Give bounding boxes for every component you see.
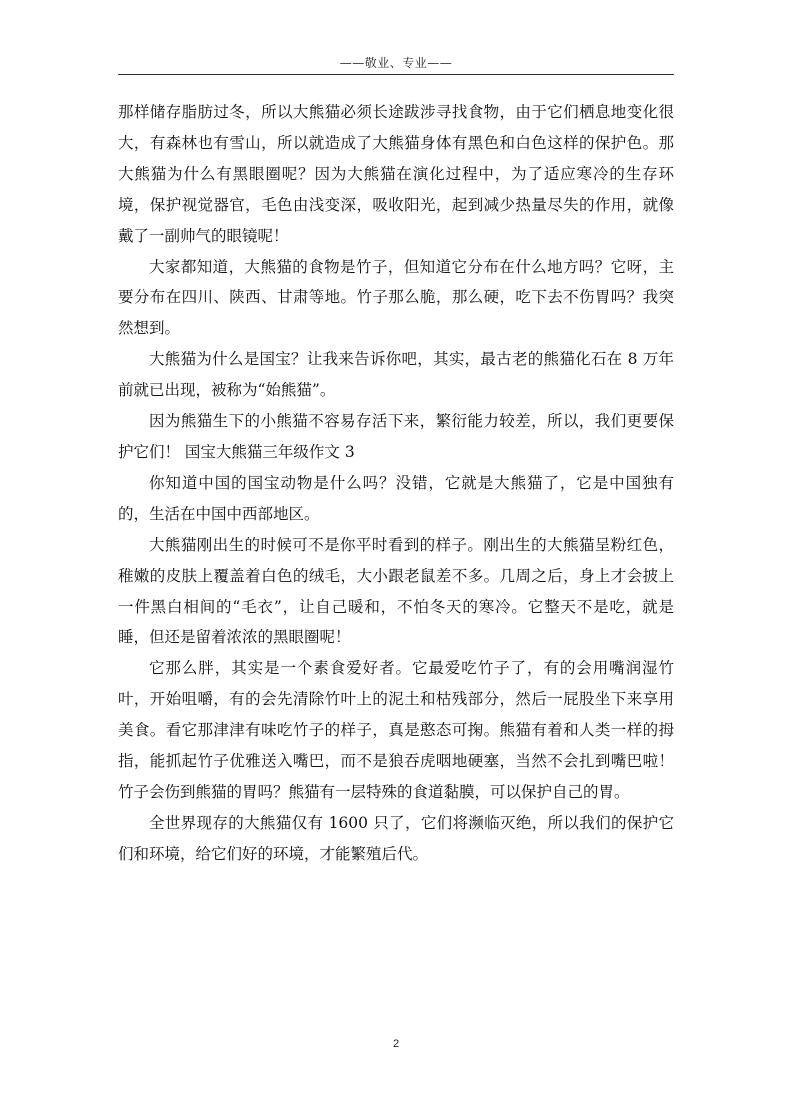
paragraph-3: 大熊猫为什么是国宝？让我来告诉你吧，其实，最古老的熊猫化石在 8 万年前就已出现，被称为“始熊猫”。 <box>118 350 674 400</box>
paragraph-2: 大家都知道，大熊猫的食物是竹子，但知道它分布在什么地方吗？它呀，主要分布在四川、陕西、甘肃等地。竹子那么脆，那么硬，吃下去不伤胃吗？我突然想到。 <box>118 257 674 338</box>
paragraph-4: 因为熊猫生下的小熊猫不容易存活下来，繁衍能力较差，所以，我们更要保护它们！ 国宝大熊猫三年级作文 3 <box>118 412 674 461</box>
document-body <box>118 97 674 870</box>
paragraph-8: 全世界现存的大熊猫仅有 1600 只了，它们将濒临灭绝，所以我们的保护它们和环境，给它们好的环境，才能繁殖后代。 <box>118 813 674 863</box>
paragraph-5: 你知道中国的国宝动物是什么吗？没错，它就是大熊猫了，它是中国独有的，生活在中国中西部地区。 <box>118 473 674 523</box>
paragraph-6: 大熊猫刚出生的时候可不是你平时看到的样子。刚出生的大熊猫呈粉红色，稚嫩的皮肤上覆盖着白色的绒毛，大小跟老鼠差不多。几周之后，身上才会披上一件黑白相间的“毛衣”，让自己暖和，不怕冬天的寒冷。它整天不是吃，就是睡，但还是留着浓浓的黑眼圈呢！ <box>118 535 674 647</box>
page-number: 2 <box>392 1038 400 1050</box>
header-divider <box>118 74 674 75</box>
page-header: ——敬业、专业—— <box>339 56 453 70</box>
paragraph-7: 它那么胖，其实是一个素食爱好者。它最爱吃竹子了，有的会用嘴润湿竹叶，开始咀嚼，有的会先清除竹叶上的泥土和枯残部分，然后一屁股坐下来享用美食。看它那津津有味吃竹子的样子，真是憨态可掬。熊猫有着和人类一样的拇指，能抓起竹子优雅送入嘴巴，而不是狼吞虎咽地硬塞，当然不会扎到嘴巴啦！竹子会伤到熊猫的胃吗？熊猫有一层特殊的食道黏膜，可以保护自己的胃。 <box>118 659 674 801</box>
paragraph-1: 那样储存脂肪过冬，所以大熊猫必须长途跋涉寻找食物，由于它们栖息地变化很大，有森林也有雪山，所以就造成了大熊猫身体有黑色和白色这样的保护色。那大熊猫为什么有黑眼圈呢？因为大熊猫在演化过程中，为了适应寒冷的生存环境，保护视觉器官，毛色由浅变深，吸收阳光，起到减少热量尽失的作用，就像戴了一副帅气的眼镜呢！ <box>118 103 674 245</box>
